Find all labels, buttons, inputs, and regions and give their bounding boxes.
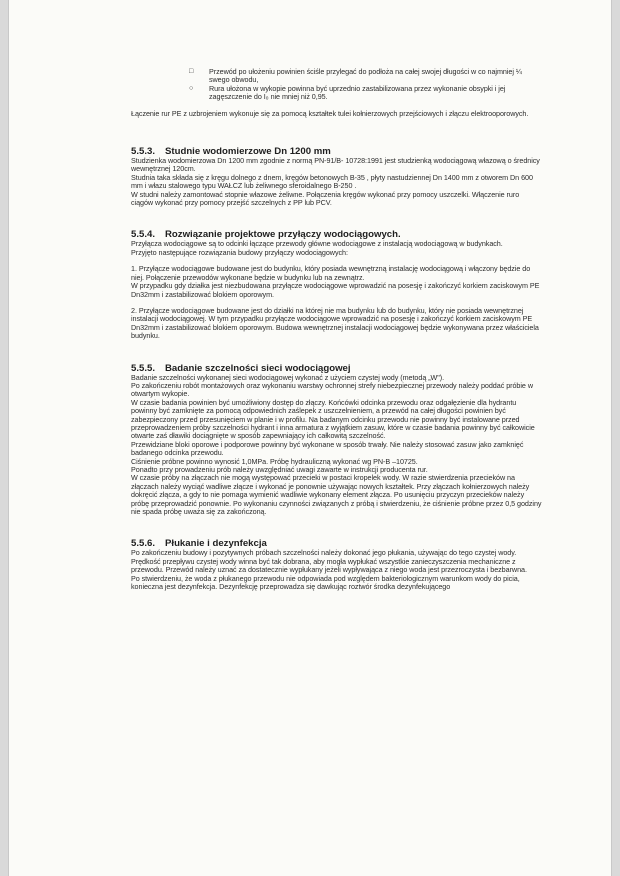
section-title: Płukanie i dezynfekcja xyxy=(165,538,267,550)
square-bullet-icon: □ xyxy=(189,68,194,75)
section-number: 5.5.6. xyxy=(131,538,156,550)
paragraph: 1. Przyłącze wodociągowe budowane jest do budynku, który posiada wewnętrzną instalację wodociągową i włączony będzie do niej. Połączenie przewodów wykonane będzie w budynku lub na zewnątrz. xyxy=(131,264,531,282)
paragraph: W przypadku gdy działka jest niezbudowana przyłącze wodociągowe wprowadzić na posesję i zakończyć korkiem zaciskowym PE Dn32mm i zastabilizować blokiem oporowym. xyxy=(131,281,540,299)
circle-bullet-icon: ○ xyxy=(189,84,194,92)
paragraph: W czasie badania powinien być umożliwiony dostęp do złączy. Końcówki odcinka przewodu oraz odgałęzienie dla hydrantu powinny być zamknięte za pomocą odpowiednich zaślepek z uszczelnieniem, a przewód na całej długości powinien być zabezpieczony przed przesunięciem w planie i w profilu. Na badanym odcinku przewodu nie powinny być instalowane przed przeprowadzeniem próby szczelności hydrant i inna armatura z wyjątkiem zasuw, które w czasie badania powinny być całkowicie otwarte zaś dławiki dociągnięte w sposób zapewniający ich całkowitą szczelność. xyxy=(131,397,535,441)
bullet-text: Przewód po ułożeniu powinien ściśle przylegać do podłoża na całej swojej długości w co najmniej ¼ swego obwodu, xyxy=(209,67,522,85)
section-title: Badanie szczelności sieci wodociągowej xyxy=(165,362,351,374)
bullet-list xyxy=(131,68,543,102)
paragraph: Po zakończeniu robót montażowych oraz wykonaniu warstwy ochronnej strefy niebezpiecznej przewody należy poddać próbie w otwartym wykopie. xyxy=(131,380,533,399)
section-heading xyxy=(131,363,543,374)
paragraph: W studni należy zamontować stopnie włazowe żeliwne. Połączenia kręgów wykonać przy pomocy uszczelki. Włączenie ruro ciągów wykonać przy pomocy przejść szczelnych z PP lub PCV. xyxy=(131,189,520,208)
paragraph: Ponadto przy prowadzeniu prób należy uwzględniać uwagi zawarte w instrukcji producenta rur. xyxy=(131,465,428,474)
paragraph: W czasie próby na złączach nie mogą występować przecieki w postaci kropelek wody. W razie stwierdzenia przecieków na złączach należy wyciąć wadliwe złącze i wykonać je ponownie używając nowych kształtek. Przy złączach kołnierzowych należy dokręcić złącza, a gdy to nie pomaga wymienić wadliwie wykonany element złącza. Po usunięciu przyczyn przecieków należy próbę przeprowadzić ponownie. Po wykonaniu czynności związanych z próbą i stwierdzeniu, że ciśnienie próbne przez 0,5 godziny nie spada próbę uważa się za zakończoną. xyxy=(131,473,542,517)
document-page xyxy=(8,0,612,876)
section-5-5-5 xyxy=(131,363,543,517)
section-5-5-3 xyxy=(131,146,543,207)
paragraph: Studzienka wodomierzowa Dn 1200 mm zgodnie z normą PN-91/B- 10728:1991 jest studzienką wodociągową włazową o średnicy wewnętrznej 120cm. xyxy=(131,156,540,174)
paragraph: Przyjęto następujące rozwiązania budowy przyłączy wodociągowych: xyxy=(131,247,348,257)
section-5-5-4 xyxy=(131,229,543,340)
section-title: Rozwiązanie projektowe przyłączy wodociągowych. xyxy=(165,229,401,241)
paragraph: Po stwierdzeniu, że woda z płukanego przewodu nie odpowiada pod względem bakteriologicznym warunkom wody do picia, konieczna jest dezynfekcja. Dezynfekcję przeprowadza się dawkując roztwór środka dezynfekującego xyxy=(131,573,520,592)
paragraph: Studnia taka składa się z kręgu dolnego z dnem, kręgów betonowych B-35 , płyty nastudziennej Dn 1400 mm z otworem Dn 600 mm i włazu stalowego typu WAŁCZ lub żeliwnego sferoidalnego B-250 . xyxy=(131,172,533,191)
paragraph: 2. Przyłącze wodociągowe budowane jest do działki na której nie ma budynku lub do budynku, który nie posiada wewnętrznej instalacji wodociągowej. W tym przypadku przyłącze wodociągowe wprowadzić na posesję i zakończyć korkiem zaciskowym PE Dn32mm i zastabilizować blokiem oporowym. Budowa wewnętrznej instalacji wodociągowej będzie wykonywana przez właściciela budynku. xyxy=(131,305,539,341)
section-number: 5.5.3. xyxy=(131,146,156,158)
paragraph: Ciśnienie próbne powinno wynosić 1,0MPa. Próbę hydrauliczną wykonać wg PN-B –10725. xyxy=(131,456,418,466)
section-number: 5.5.5. xyxy=(131,362,156,374)
section-title: Studnie wodomierzowe Dn 1200 mm xyxy=(165,146,331,158)
section-number: 5.5.4. xyxy=(131,229,156,241)
list-item xyxy=(131,85,543,102)
paragraph: Przyłącza wodociągowe są to odcinki łączące przewody główne wodociągowe z instalacją wodociągową w budynkach. xyxy=(131,239,503,249)
paragraph: Łączenie rur PE z uzbrojeniem wykonuje się za pomocą kształtek tulei kołnierzowych przejściowych i złączu elektrooporowych. xyxy=(131,108,529,118)
bullet-text: Rura ułożona w wykopie powinna być uprzednio zastabilizowana przez wykonanie obsypki i jej zagęszczenie do I₀ nie mniej niż 0,95. xyxy=(209,83,506,102)
page-content xyxy=(131,68,543,591)
section-5-5-6 xyxy=(131,538,543,591)
paragraph: Badanie szczelności wykonanej sieci wodociągowej wykonać z użyciem czystej wody (metodą „W"). xyxy=(131,372,445,382)
list-item xyxy=(131,68,543,85)
paragraph: Przewidziane bloki oporowe i podporowe powinny być wykonane w sposób trwały. Nie należy stosować zasuw jako zamknięć badanego odcinka przewodu. xyxy=(131,439,524,458)
paragraph: Po zakończeniu budowy i pozytywnych próbach szczelności należy dokonać jego płukania, używając do tego czystej wody. Prędkość przepływu czystej wody winna być tak dobrana, aby mogła wypłukać wszystkie zanieczyszczenia mechaniczne z przewodu. Przewód należy uznać za dostatecznie wypłukany jeżeli wypływająca z niego woda jest przezroczysta i bezbarwna. xyxy=(131,548,527,575)
